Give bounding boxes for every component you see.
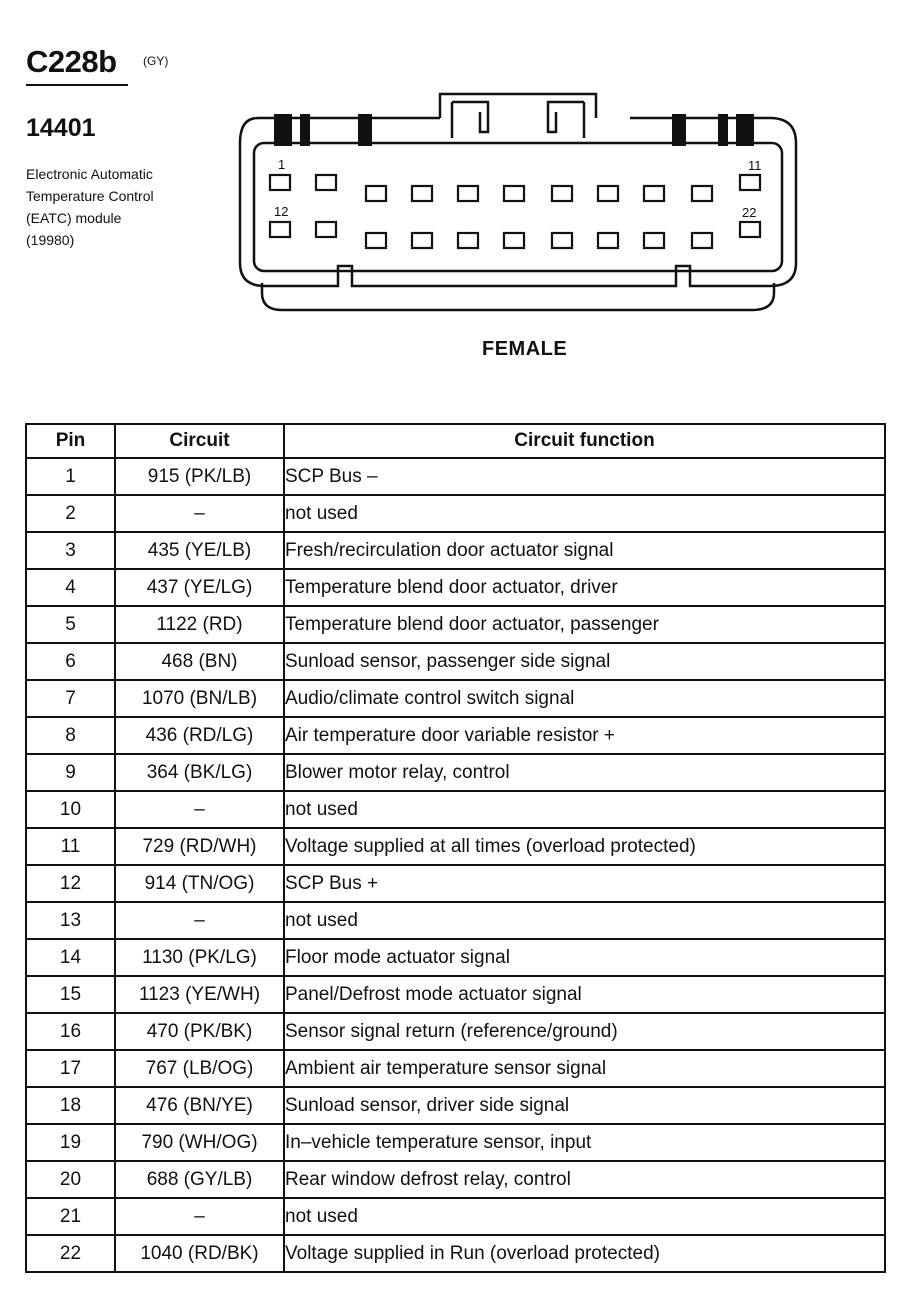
pin-cavity	[366, 186, 386, 201]
pin-cell: 2	[26, 495, 115, 532]
circuit-cell: –	[115, 902, 284, 939]
column-header-pin: Pin	[26, 424, 115, 458]
pin-cell: 16	[26, 1013, 115, 1050]
column-header-function: Circuit function	[284, 424, 885, 458]
table-row	[26, 495, 885, 532]
function-cell: not used	[284, 791, 885, 828]
table-row	[26, 865, 885, 902]
function-cell: Ambient air temperature sensor signal	[284, 1050, 885, 1087]
pin-cell: 21	[26, 1198, 115, 1235]
table-row	[26, 791, 885, 828]
pin-cavity	[458, 233, 478, 248]
pin-cavity	[270, 222, 290, 237]
description-line: Electronic Automatic	[26, 166, 153, 182]
table-row	[26, 1161, 885, 1198]
connector-gender-label: FEMALE	[482, 338, 568, 360]
pin-label: 1	[278, 157, 286, 172]
circuit-cell: 767 (LB/OG)	[115, 1050, 284, 1087]
function-cell: not used	[284, 495, 885, 532]
pin-cavity	[270, 175, 290, 190]
function-cell: Rear window defrost relay, control	[284, 1161, 885, 1198]
function-cell: Voltage supplied at all times (overload protected)	[284, 828, 885, 865]
connector-face-diagram	[230, 88, 810, 328]
function-cell: not used	[284, 1198, 885, 1235]
pin-cavity	[644, 233, 664, 248]
pin-cavity	[692, 186, 712, 201]
pin-cell: 12	[26, 865, 115, 902]
pin-cavity	[458, 186, 478, 201]
circuit-cell: 435 (YE/LB)	[115, 532, 284, 569]
function-cell: Sunload sensor, driver side signal	[284, 1087, 885, 1124]
table-row	[26, 680, 885, 717]
circuit-cell: 1122 (RD)	[115, 606, 284, 643]
pin-cell: 1	[26, 458, 115, 495]
pin-cell: 6	[26, 643, 115, 680]
table-row	[26, 902, 885, 939]
pin-cell: 5	[26, 606, 115, 643]
pin-cavity	[552, 233, 572, 248]
table-row	[26, 569, 885, 606]
circuit-cell: 915 (PK/LB)	[115, 458, 284, 495]
circuit-cell: –	[115, 791, 284, 828]
function-cell: Sunload sensor, passenger side signal	[284, 643, 885, 680]
circuit-cell: –	[115, 1198, 284, 1235]
pin-cavity	[504, 233, 524, 248]
description-line: (EATC) module	[26, 210, 122, 226]
table-row	[26, 1124, 885, 1161]
function-cell: In–vehicle temperature sensor, input	[284, 1124, 885, 1161]
table-row	[26, 532, 885, 569]
pin-cell: 10	[26, 791, 115, 828]
function-cell: SCP Bus +	[284, 865, 885, 902]
function-cell: Fresh/recirculation door actuator signal	[284, 532, 885, 569]
table-row	[26, 1087, 885, 1124]
pin-cavity	[316, 175, 336, 190]
circuit-cell: –	[115, 495, 284, 532]
pinout-table	[25, 423, 886, 1273]
pin-cavity	[412, 186, 432, 201]
table-row	[26, 828, 885, 865]
pin-cavity	[598, 186, 618, 201]
pin-cell: 17	[26, 1050, 115, 1087]
function-cell: Sensor signal return (reference/ground)	[284, 1013, 885, 1050]
function-cell: Audio/climate control switch signal	[284, 680, 885, 717]
pin-cavity	[504, 186, 524, 201]
table-row	[26, 1235, 885, 1272]
function-cell: SCP Bus –	[284, 458, 885, 495]
table-row	[26, 643, 885, 680]
table-row	[26, 976, 885, 1013]
function-cell: Panel/Defrost mode actuator signal	[284, 976, 885, 1013]
function-cell: Voltage supplied in Run (overload protected)	[284, 1235, 885, 1272]
column-header-circuit: Circuit	[115, 424, 284, 458]
table-row	[26, 717, 885, 754]
pin-cavity	[366, 233, 386, 248]
function-cell: Air temperature door variable resistor +	[284, 717, 885, 754]
pin-label: 12	[274, 204, 289, 219]
circuit-cell: 1040 (RD/BK)	[115, 1235, 284, 1272]
connector-id: C228b	[26, 44, 117, 79]
pin-cell: 7	[26, 680, 115, 717]
circuit-cell: 688 (GY/LB)	[115, 1161, 284, 1198]
circuit-cell: 914 (TN/OG)	[115, 865, 284, 902]
circuit-cell: 437 (YE/LG)	[115, 569, 284, 606]
table-row	[26, 939, 885, 976]
pin-cell: 20	[26, 1161, 115, 1198]
pin-cell: 11	[26, 828, 115, 865]
circuit-cell: 364 (BK/LG)	[115, 754, 284, 791]
table-row	[26, 1050, 885, 1087]
table-row	[26, 754, 885, 791]
pin-cavity	[412, 233, 432, 248]
pin-cell: 19	[26, 1124, 115, 1161]
pin-cavity	[740, 222, 760, 237]
pin-cavity	[740, 175, 760, 190]
pin-cavity	[316, 222, 336, 237]
function-cell: Temperature blend door actuator, passenger	[284, 606, 885, 643]
table-body	[26, 458, 885, 1272]
component-description	[26, 163, 154, 251]
pin-cell: 15	[26, 976, 115, 1013]
function-cell: not used	[284, 902, 885, 939]
pin-cell: 18	[26, 1087, 115, 1124]
pin-cell: 9	[26, 754, 115, 791]
title-underline	[26, 84, 128, 86]
pin-cell: 14	[26, 939, 115, 976]
part-number: 14401	[26, 114, 96, 142]
table-row	[26, 1013, 885, 1050]
table-header-row	[26, 424, 885, 458]
table-row	[26, 606, 885, 643]
circuit-cell: 436 (RD/LG)	[115, 717, 284, 754]
table-row	[26, 458, 885, 495]
pin-cavity	[598, 233, 618, 248]
circuit-cell: 468 (BN)	[115, 643, 284, 680]
circuit-cell: 470 (PK/BK)	[115, 1013, 284, 1050]
pin-label: 11	[748, 158, 762, 173]
circuit-cell: 1130 (PK/LG)	[115, 939, 284, 976]
pin-cell: 4	[26, 569, 115, 606]
pin-cavity	[692, 233, 712, 248]
circuit-cell: 729 (RD/WH)	[115, 828, 284, 865]
circuit-cell: 790 (WH/OG)	[115, 1124, 284, 1161]
pin-cell: 8	[26, 717, 115, 754]
circuit-cell: 476 (BN/YE)	[115, 1087, 284, 1124]
function-cell: Temperature blend door actuator, driver	[284, 569, 885, 606]
function-cell: Blower motor relay, control	[284, 754, 885, 791]
pin-cavity	[552, 186, 572, 201]
table-row	[26, 1198, 885, 1235]
pin-cell: 3	[26, 532, 115, 569]
circuit-cell: 1070 (BN/LB)	[115, 680, 284, 717]
pin-cell: 22	[26, 1235, 115, 1272]
pin-cavity	[644, 186, 664, 201]
circuit-cell: 1123 (YE/WH)	[115, 976, 284, 1013]
pin-label: 22	[742, 205, 757, 220]
connector-face	[254, 143, 782, 271]
description-line: Temperature Control	[26, 188, 154, 204]
connector-latch	[440, 94, 596, 118]
description-line: (19980)	[26, 232, 75, 248]
pin-cell: 13	[26, 902, 115, 939]
function-cell: Floor mode actuator signal	[284, 939, 885, 976]
color-code: (GY)	[143, 54, 169, 68]
